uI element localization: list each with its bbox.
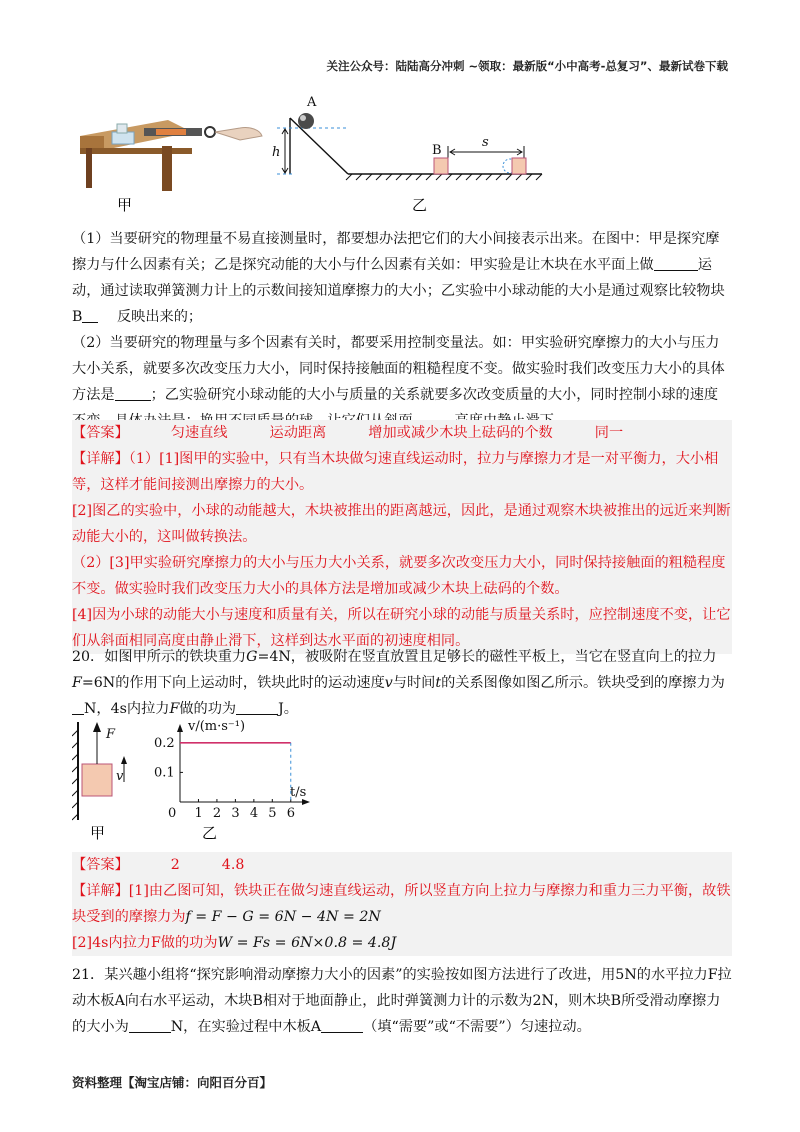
q20-t: t xyxy=(435,675,442,691)
q19-p2a: （2）当要研究的物理量与多个因素有关时，都要采用控制变量法。如：甲实验研究摩擦力的大小与压力大小关系，就要多次改变压力大小，同时保持接触面的粗糙程度不变。做实验时我们改变压力大小的具体方法是 xyxy=(72,335,725,403)
q21-t2: N，在实验过程中木板A xyxy=(170,1019,322,1035)
q20-t1: 20．如图甲所示的铁块重力 xyxy=(72,649,247,665)
ball xyxy=(298,113,314,129)
answer-3: 增加或减少木块上砝码的个数 xyxy=(368,425,553,441)
q19-p1a: （1）当要研究的物理量不易直接测量时，都要想办法把它们的大小间接表示出来。在图中：甲是探究摩擦力与什么因素有关；乙是探究动能的大小与什么因素有关如：甲实验是让木块在水平面上做 xyxy=(72,231,720,273)
q20-G: G xyxy=(246,649,258,665)
velocity-time-chart xyxy=(154,719,310,821)
blank-2 xyxy=(82,308,98,323)
detail-label: 【详解】 xyxy=(72,451,129,467)
x-tick-label: 3 xyxy=(231,806,240,821)
detail-19-4: [4]因为小球的动能大小与速度和质量有关，所以在研究小球的动能与质量关系时，应控制速度不变，让它们从斜面相同高度由静止滑下，这样到达水平面的初速度相同。 xyxy=(72,607,731,649)
fig1-label-B: B xyxy=(432,143,442,158)
block-b xyxy=(434,158,448,174)
q19-p1c: 反映出来的； xyxy=(116,309,203,325)
detail-label: 【详解】 xyxy=(72,883,129,899)
y-tick-label: 0.1 xyxy=(154,765,175,781)
blank-1 xyxy=(654,256,698,271)
experiment-figure-2 xyxy=(72,716,332,842)
blank-7 xyxy=(129,1018,171,1033)
blank-5 xyxy=(72,700,84,715)
blank-6 xyxy=(236,700,278,715)
detail-text: [1]由乙图可知，铁块正在做匀速直线运动，所以竖直方向上拉力与摩擦力和重力三力平衡，故铁块受到的摩擦力为 xyxy=(72,883,731,925)
detail-19-3: （2）[3]甲实验研究摩擦力的大小与压力大小关系，就要多次改变压力大小，同时保持接触面的粗糙程度不变。做实验时我们改变压力大小的具体方法是增加或减少木块上砝码的个数。 xyxy=(72,555,726,597)
q20-F2: F xyxy=(169,701,180,717)
y-axis-arrow xyxy=(177,724,183,732)
answer-20-line xyxy=(72,852,732,878)
y-tick-label: 0.2 xyxy=(154,735,175,751)
q21-t3: （填“需要”或“不需要”）匀速拉动。 xyxy=(363,1019,591,1035)
question-19 xyxy=(72,226,732,434)
fig1-label-h: h xyxy=(272,145,281,160)
answer-label: 【答案】 xyxy=(72,425,129,441)
experiment-figure-1 xyxy=(72,88,552,216)
q20-t3: =6N的作用下向上运动时，铁块此时的运动速度 xyxy=(81,675,385,691)
kinetic-energy-experiment-illustration xyxy=(277,118,542,180)
fig1-label-yi: 乙 xyxy=(412,196,428,214)
x-tick-label: 2 xyxy=(212,806,222,821)
q20-t6: N，4s内拉力 xyxy=(84,701,170,717)
answer-1: 2 xyxy=(170,857,180,873)
formula-work: W = Fs = 6N×0.8 = 4.8J xyxy=(217,935,397,951)
blank-3 xyxy=(115,386,151,401)
chart-xlabel: t/s xyxy=(290,785,307,800)
q20-t4: 与时间 xyxy=(392,675,436,691)
fig1-label-A: A xyxy=(307,95,317,110)
fig1-label-s: s xyxy=(482,135,489,150)
q19-p1b: 运动，通过读取弹簧测力计上的示数间接知道摩擦力的大小；乙实验中小球动能的大小是通过观察比较物块B xyxy=(72,257,725,325)
answer-label: 【答案】 xyxy=(72,857,129,873)
fig2-label-F: F xyxy=(106,727,116,742)
fig2-label-yi: 乙 xyxy=(202,824,218,842)
q19-part2 xyxy=(72,330,732,434)
q20-v: v xyxy=(384,675,393,691)
x-tick-label: 6 xyxy=(286,806,296,821)
answer-4: 同一 xyxy=(594,425,624,441)
q20-t2: =4N，被吸附在竖直放置且足够长的磁性平板上，当它在竖直向上的拉力 xyxy=(257,649,717,665)
answer-19-line xyxy=(72,420,732,446)
detail-20-2 xyxy=(72,930,732,956)
answer-2: 4.8 xyxy=(221,857,245,873)
friction-experiment-illustration xyxy=(80,120,262,191)
question-21 xyxy=(72,962,732,1040)
q20-t7: 做的功为 xyxy=(179,701,237,717)
ball-highlight xyxy=(300,115,306,121)
x-tick-label: 5 xyxy=(268,806,277,821)
q21-t1: 21．某兴趣小组将“探究影响滑动摩擦力大小的因素”的实验按如图方法进行了改进，用5N的水平拉力F拉动木板A向右水平运动，木块B相对于地面静止，此时弹簧测力计的示数为2N，则木块B所受滑动摩擦力的大小为 xyxy=(72,967,732,1035)
detail-text: （1）[1]图甲的实验中，只有当木块做匀速直线运动时，拉力与摩擦力才是一对平衡力，大小相等，这样才能间接测出摩擦力的大小。 xyxy=(72,451,719,493)
detail-19-2: [2]图乙的实验中，小球的动能越大，木块被推出的距离越远，因此，是通过观察木块被推出的远近来判断动能大小的，这叫做转换法。 xyxy=(72,503,731,545)
q20-t5: 的关系图像如图乙所示。铁块受到的摩擦力为 xyxy=(441,675,725,691)
page-footer: 资料整理【淘宝店铺：向阳百分百】 xyxy=(72,1075,273,1090)
block-b-moved xyxy=(512,158,526,174)
page-header: 关注公众号：陆陆高分冲刺 ~领取：最新版“小中高考-总复习”、最新试卷下载 xyxy=(326,59,728,73)
answer-19 xyxy=(72,420,732,654)
q20-F: F xyxy=(72,675,82,691)
q20-t8: J。 xyxy=(278,701,298,717)
blank-8 xyxy=(321,1018,363,1033)
x-tick-label: 0 xyxy=(168,806,177,821)
chart-ylabel: v/(m·s⁻¹) xyxy=(188,719,246,734)
detail-20-1 xyxy=(72,878,732,930)
detail-text-2: [2]4s内拉力F做的功为 xyxy=(72,935,218,951)
fig1-label-jia: 甲 xyxy=(117,196,133,214)
question-20 xyxy=(72,644,732,722)
answer-2: 运动距离 xyxy=(269,425,327,441)
detail-19-1 xyxy=(72,446,732,498)
q19-part1 xyxy=(72,226,732,330)
q19-p2b: ；乙实验研究小球动能的大小与质量的关系就要多次改变质量的大小，同时控制小球的速度 xyxy=(150,387,719,403)
x-tick-label: 1 xyxy=(194,806,203,821)
x-tick-label: 4 xyxy=(249,806,259,821)
formula-friction: f = F − G = 6N − 4N = 2N xyxy=(185,909,381,925)
fig2-label-jia: 甲 xyxy=(90,824,106,842)
answer-20 xyxy=(72,852,732,956)
answer-1: 匀速直线 xyxy=(170,425,228,441)
fig2-label-v: v xyxy=(116,769,124,784)
